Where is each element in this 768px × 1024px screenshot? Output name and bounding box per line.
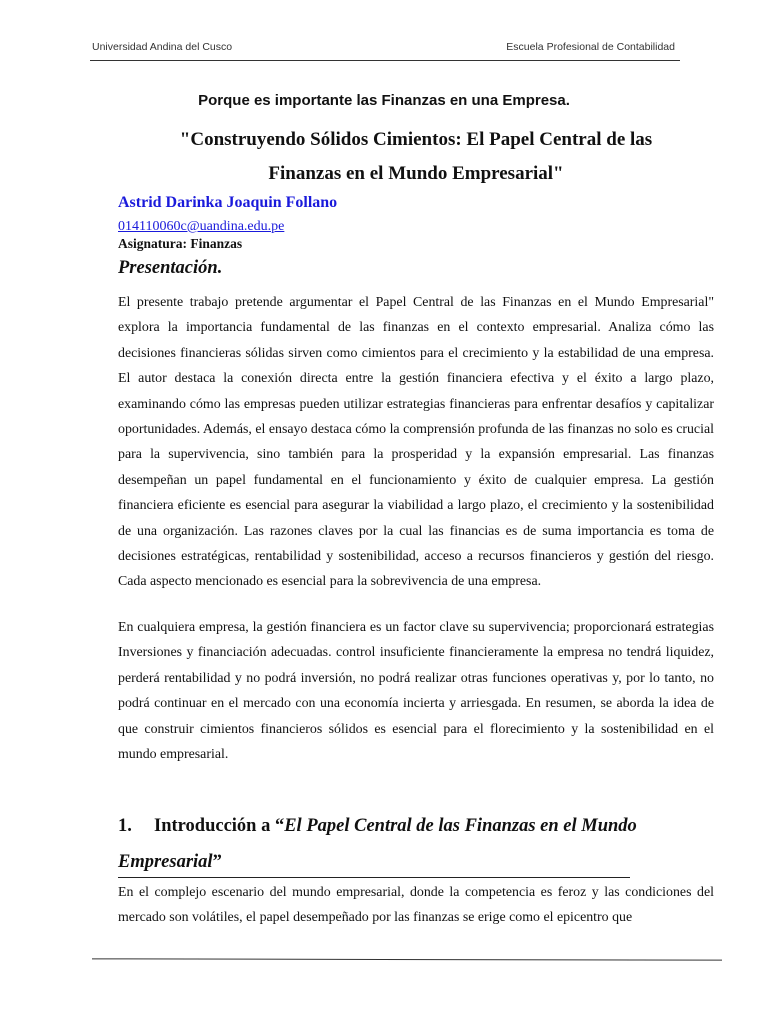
- intro-heading-prefix: Introducción a “: [154, 816, 285, 836]
- header-university: Universidad Andina del Cusco: [92, 41, 233, 53]
- document-title: [118, 123, 714, 191]
- course-subject: Asignatura: Finanzas: [118, 236, 243, 251]
- header-school: Escuela Profesional de Contabilidad: [506, 41, 675, 53]
- introduction-paragraph: En el complejo escenario del mundo empresarial, donde la competencia es feroz y las condiciones del mercado son volátiles, el papel desempeñado por las finanzas se erige como el epicentro que: [118, 885, 714, 926]
- footer-divider: [92, 958, 722, 960]
- document-subject-title: Porque es importante las Finanzas en una Empresa.: [198, 92, 570, 109]
- intro-heading-italic: El Papel Central de las Finanzas en el Mundo Empresarial: [118, 816, 637, 872]
- section-number: 1.: [118, 816, 132, 836]
- header-divider: [90, 60, 680, 61]
- presentation-heading: Presentación.: [118, 258, 223, 278]
- introduction-heading: [118, 808, 718, 880]
- title-line-1: "Construyendo Sólidos Cimientos: El Papel Central de las: [179, 129, 653, 150]
- presentation-paragraph-2: En cualquiera empresa, la gestión financiera es un factor clave su supervivencia; proporcionará estrategias Inversiones y financiación adecuadas. control insuficiente financieramente la empresa no tendrá liquidez, perderá rentabilidad y no podrá inversión, no podrá realizar otras funciones operativas y, por lo tanto, no podrá continuar en el mercado con una economía incierta y arriesgada. En resumen, se aborda la idea de que construir cimientos financieros sólidos es esencial para el florecimiento y la sostenibilidad en el mundo empresarial.: [118, 620, 714, 763]
- intro-heading-underline: [118, 877, 630, 878]
- author-name: Astrid Darinka Joaquin Follano: [118, 194, 338, 211]
- title-line-2: Finanzas en el Mundo Empresarial": [268, 163, 564, 184]
- presentation-paragraph-1: El presente trabajo pretende argumentar el Papel Central de las Finanzas en el Mundo Empresarial" explora la importancia fundamental de las finanzas en el contexto empresarial. Analiza cómo las decisiones financieras sólidas sirven como cimientos para el crecimiento y la estabilidad de una empresa. El autor destaca la conexión directa entre la gestión financiera efectiva y el éxito a largo plazo, examinando cómo las empresas pueden utilizar estrategias financieras para enfrentar desafíos y capitalizar oportunidades. Además, el ensayo destaca cómo la comprensión profunda de las finanzas no solo es crucial para la supervivencia, sino también para la prosperidad y la expansión empresarial. Las finanzas desempeñan un papel fundamental en el funcionamiento y éxito de cualquier empresa. La gestión financiera eficiente es esencial para asegurar la viabilidad a largo plazo, el crecimiento y la sostenibilidad de una organización. Las razones claves por la cual las financias es de suma importancia es toma de decisiones estratégicas, rentabilidad y sostenibilidad, acceso a recursos financieros y gestión del riesgo. Cada aspecto mencionado es esencial para la sobrevivencia de una empresa.: [118, 295, 714, 590]
- author-email-link[interactable]: 014110060c@uandina.edu.pe: [118, 219, 285, 234]
- intro-heading-suffix: ”: [212, 852, 222, 872]
